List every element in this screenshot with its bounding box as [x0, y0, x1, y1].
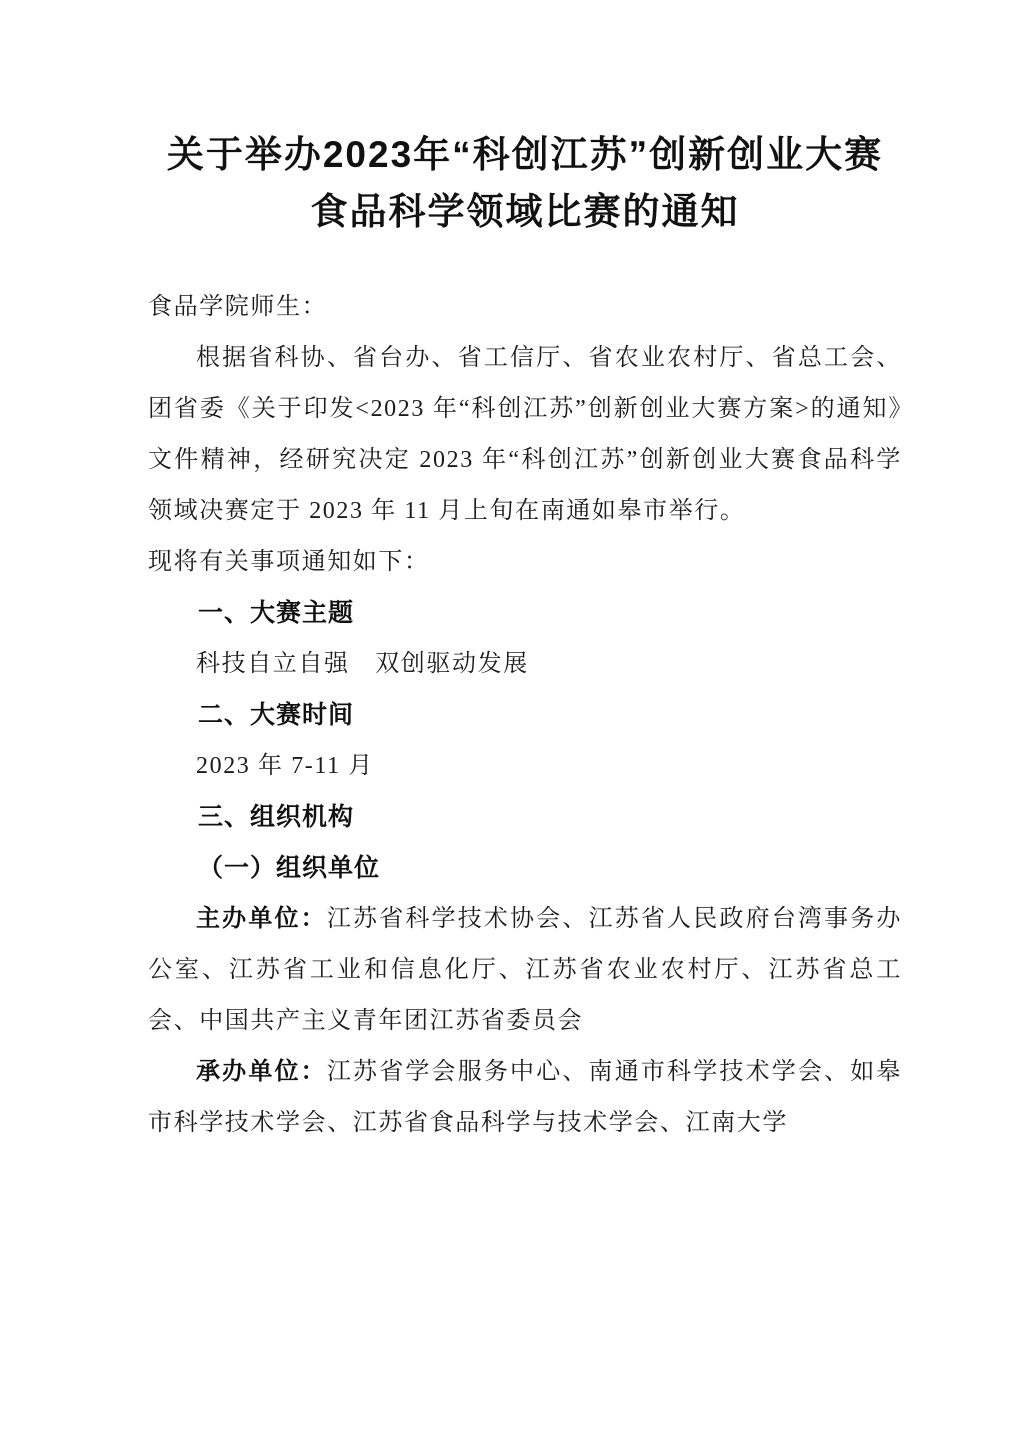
intro-paragraph: 根据省科协、省台办、省工信厅、省农业农村厅、省总工会、团省委《关于印发<2023 年“科创江苏”创新创业大赛方案>的通知》文件精神，经研究决定 2023 年“科创江苏”创新创业大赛食品科学领域决赛定于 2023 年 11 月上旬在南通如皋市举行。: [148, 345, 902, 524]
section-heading-2: 二、大赛时间: [198, 701, 355, 729]
section-body-theme: 科技自立自强 双创驱动发展: [196, 651, 529, 677]
section-heading-1: 一、大赛主题: [198, 599, 355, 627]
salutation: 食品学院师生：: [148, 294, 328, 320]
host-units-paragraph: [148, 894, 902, 1047]
organizer-units-paragraph: [148, 1047, 902, 1149]
organizer-units-text: 江苏省学会服务中心、南通市科学技术学会、如皋市科学技术学会、江苏省食品科学与技术学会、江南大学: [148, 1059, 903, 1136]
host-units-label: 主办单位：: [196, 906, 327, 932]
section-heading-3: 三、组织机构: [198, 803, 355, 831]
organizer-units-label: 承办单位：: [196, 1059, 327, 1085]
document-body: [148, 282, 902, 1149]
host-units-text: 江苏省科学技术协会、江苏省人民政府台湾事务办公室、江苏省工业和信息化厅、江苏省农业农村厅、江苏省总工会、中国共产主义青年团江苏省委员会: [148, 906, 903, 1034]
section-subheading-org-units: （一）组织单位: [198, 854, 381, 882]
intro-followup: 现将有关事项通知如下：: [148, 549, 430, 575]
document-title-line2: 食品科学领域比赛的通知: [310, 191, 740, 232]
document-title-line1: 关于举办2023年“科创江苏”创新创业大赛: [166, 134, 884, 175]
section-body-time: 2023 年 7-11 月: [196, 753, 374, 779]
document-title: [148, 126, 902, 240]
